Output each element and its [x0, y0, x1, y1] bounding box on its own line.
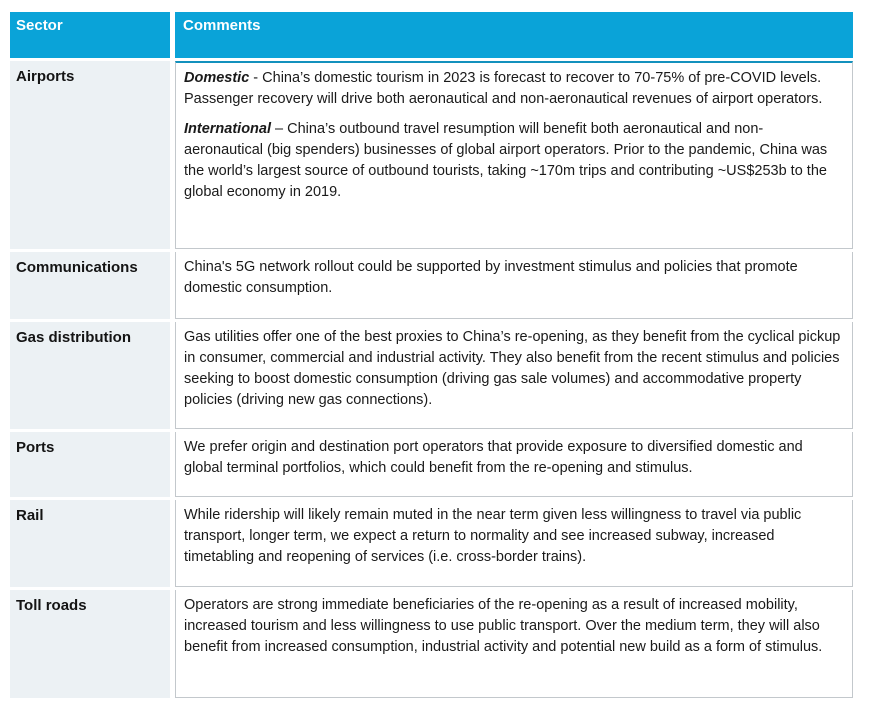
comments-paragraph: China's 5G network rollout could be supported by investment stimulus and policies that promote domestic consumption. — [184, 259, 798, 296]
header-label-sector: Sector — [16, 17, 63, 34]
sector-cell-airports — [10, 61, 170, 249]
sector-cell-ports — [10, 432, 170, 497]
header-cell-sector — [10, 12, 170, 58]
sector-comments-table — [10, 12, 853, 698]
comments-cell-toll-roads — [175, 590, 853, 698]
sector-label: Ports — [16, 439, 55, 456]
paragraph-text: - China’s domestic tourism in 2023 is forecast to recover to 70-75% of pre-COVID levels. Passenger recovery will drive both aeronautical and non-aeronautical revenues of airport operators. — [184, 70, 823, 107]
comments-cell-ports — [175, 432, 853, 497]
comments-paragraph: While ridership will likely remain muted in the near term given less willingness to travel via public transport, longer term, we expect a return to normality and see increased subway, increased timetabling and reopening of services (i.e. cross-border trains). — [184, 507, 802, 565]
sector-label: Communications — [16, 259, 138, 276]
comments-cell-airports — [175, 61, 853, 249]
comments-paragraph: We prefer origin and destination port operators that provide exposure to diversified domestic and global terminal portfolios, which could benefit from the re-opening and stimulus. — [184, 439, 803, 476]
sector-label: Airports — [16, 68, 75, 85]
header-label-comments: Comments — [183, 17, 261, 34]
sector-cell-communications — [10, 252, 170, 319]
sector-label: Rail — [16, 507, 44, 524]
comments-paragraph — [184, 68, 842, 110]
header-cell-comments — [175, 12, 853, 58]
comments-cell-rail — [175, 500, 853, 587]
comments-paragraph: Gas utilities offer one of the best proxies to China’s re-opening, as they benefit from the cyclical pickup in consumer, commercial and industrial activity. They also benefit from the recent stimulus and policies seeking to boost domestic consumption (driving gas sale volumes) and accommodative property policies (driving new gas connections). — [184, 329, 841, 408]
sector-cell-toll-roads — [10, 590, 170, 698]
sector-label: Gas distribution — [16, 329, 132, 346]
sector-cell-rail — [10, 500, 170, 587]
comments-paragraph — [184, 119, 842, 203]
comments-cell-gas-distribution — [175, 322, 853, 429]
comments-paragraph: Operators are strong immediate beneficiaries of the re-opening as a result of increased mobility, increased tourism and less willingness to use public transport. Over the medium term, they will also benefit from increased consumption, industrial activity and potential new build as a form of stimulus. — [184, 597, 823, 655]
paragraph-text: – China’s outbound travel resumption will benefit both aeronautical and non-aeronautical (big spenders) businesses of global airport operators. Prior to the pandemic, China was the world’s largest source of outbound tourists, taking ~170m trips and contributing ~US$253b to the global economy in 2019. — [184, 121, 828, 200]
paragraph-lead: International — [184, 121, 272, 137]
paragraph-lead: Domestic — [184, 70, 250, 86]
sector-label: Toll roads — [16, 597, 87, 614]
sector-cell-gas-distribution — [10, 322, 170, 429]
comments-cell-communications — [175, 252, 853, 319]
